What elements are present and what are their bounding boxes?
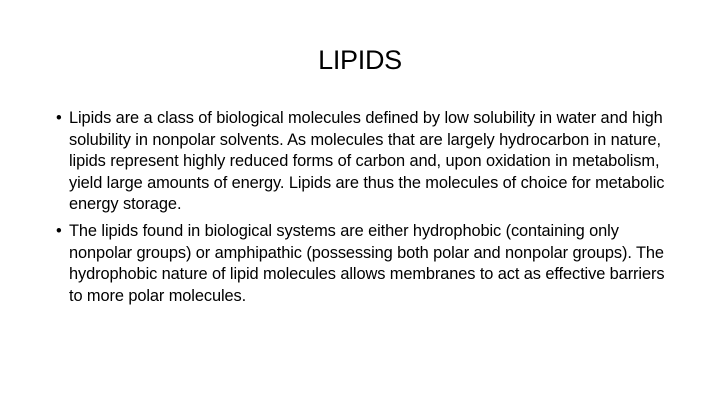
bullet-text: Lipids are a class of biological molecules defined by low solubility in water and high solubility in nonpolar solvents. As molecules that are largely hydrocarbon in nature, lipids represent highly reduced forms of carbon and, upon oxidation in metabolism, yield large amounts of energy. Lipids are thus the molecules of choice for metabolic energy storage. xyxy=(69,109,665,214)
bullet-text: The lipids found in biological systems are either hydrophobic (containing only nonpolar groups) or amphipathic (possessing both polar and nonpolar groups). The hydrophobic nature of lipid molecules allows membranes to act as effective barriers to more polar molecules. xyxy=(69,221,665,305)
bullet-marker: • xyxy=(56,221,62,240)
bullet-marker: • xyxy=(56,109,62,127)
bullet-item xyxy=(56,221,674,307)
bullet-list xyxy=(56,108,674,312)
slide-title: LIPIDS xyxy=(318,45,402,75)
bullet-item xyxy=(56,108,674,216)
